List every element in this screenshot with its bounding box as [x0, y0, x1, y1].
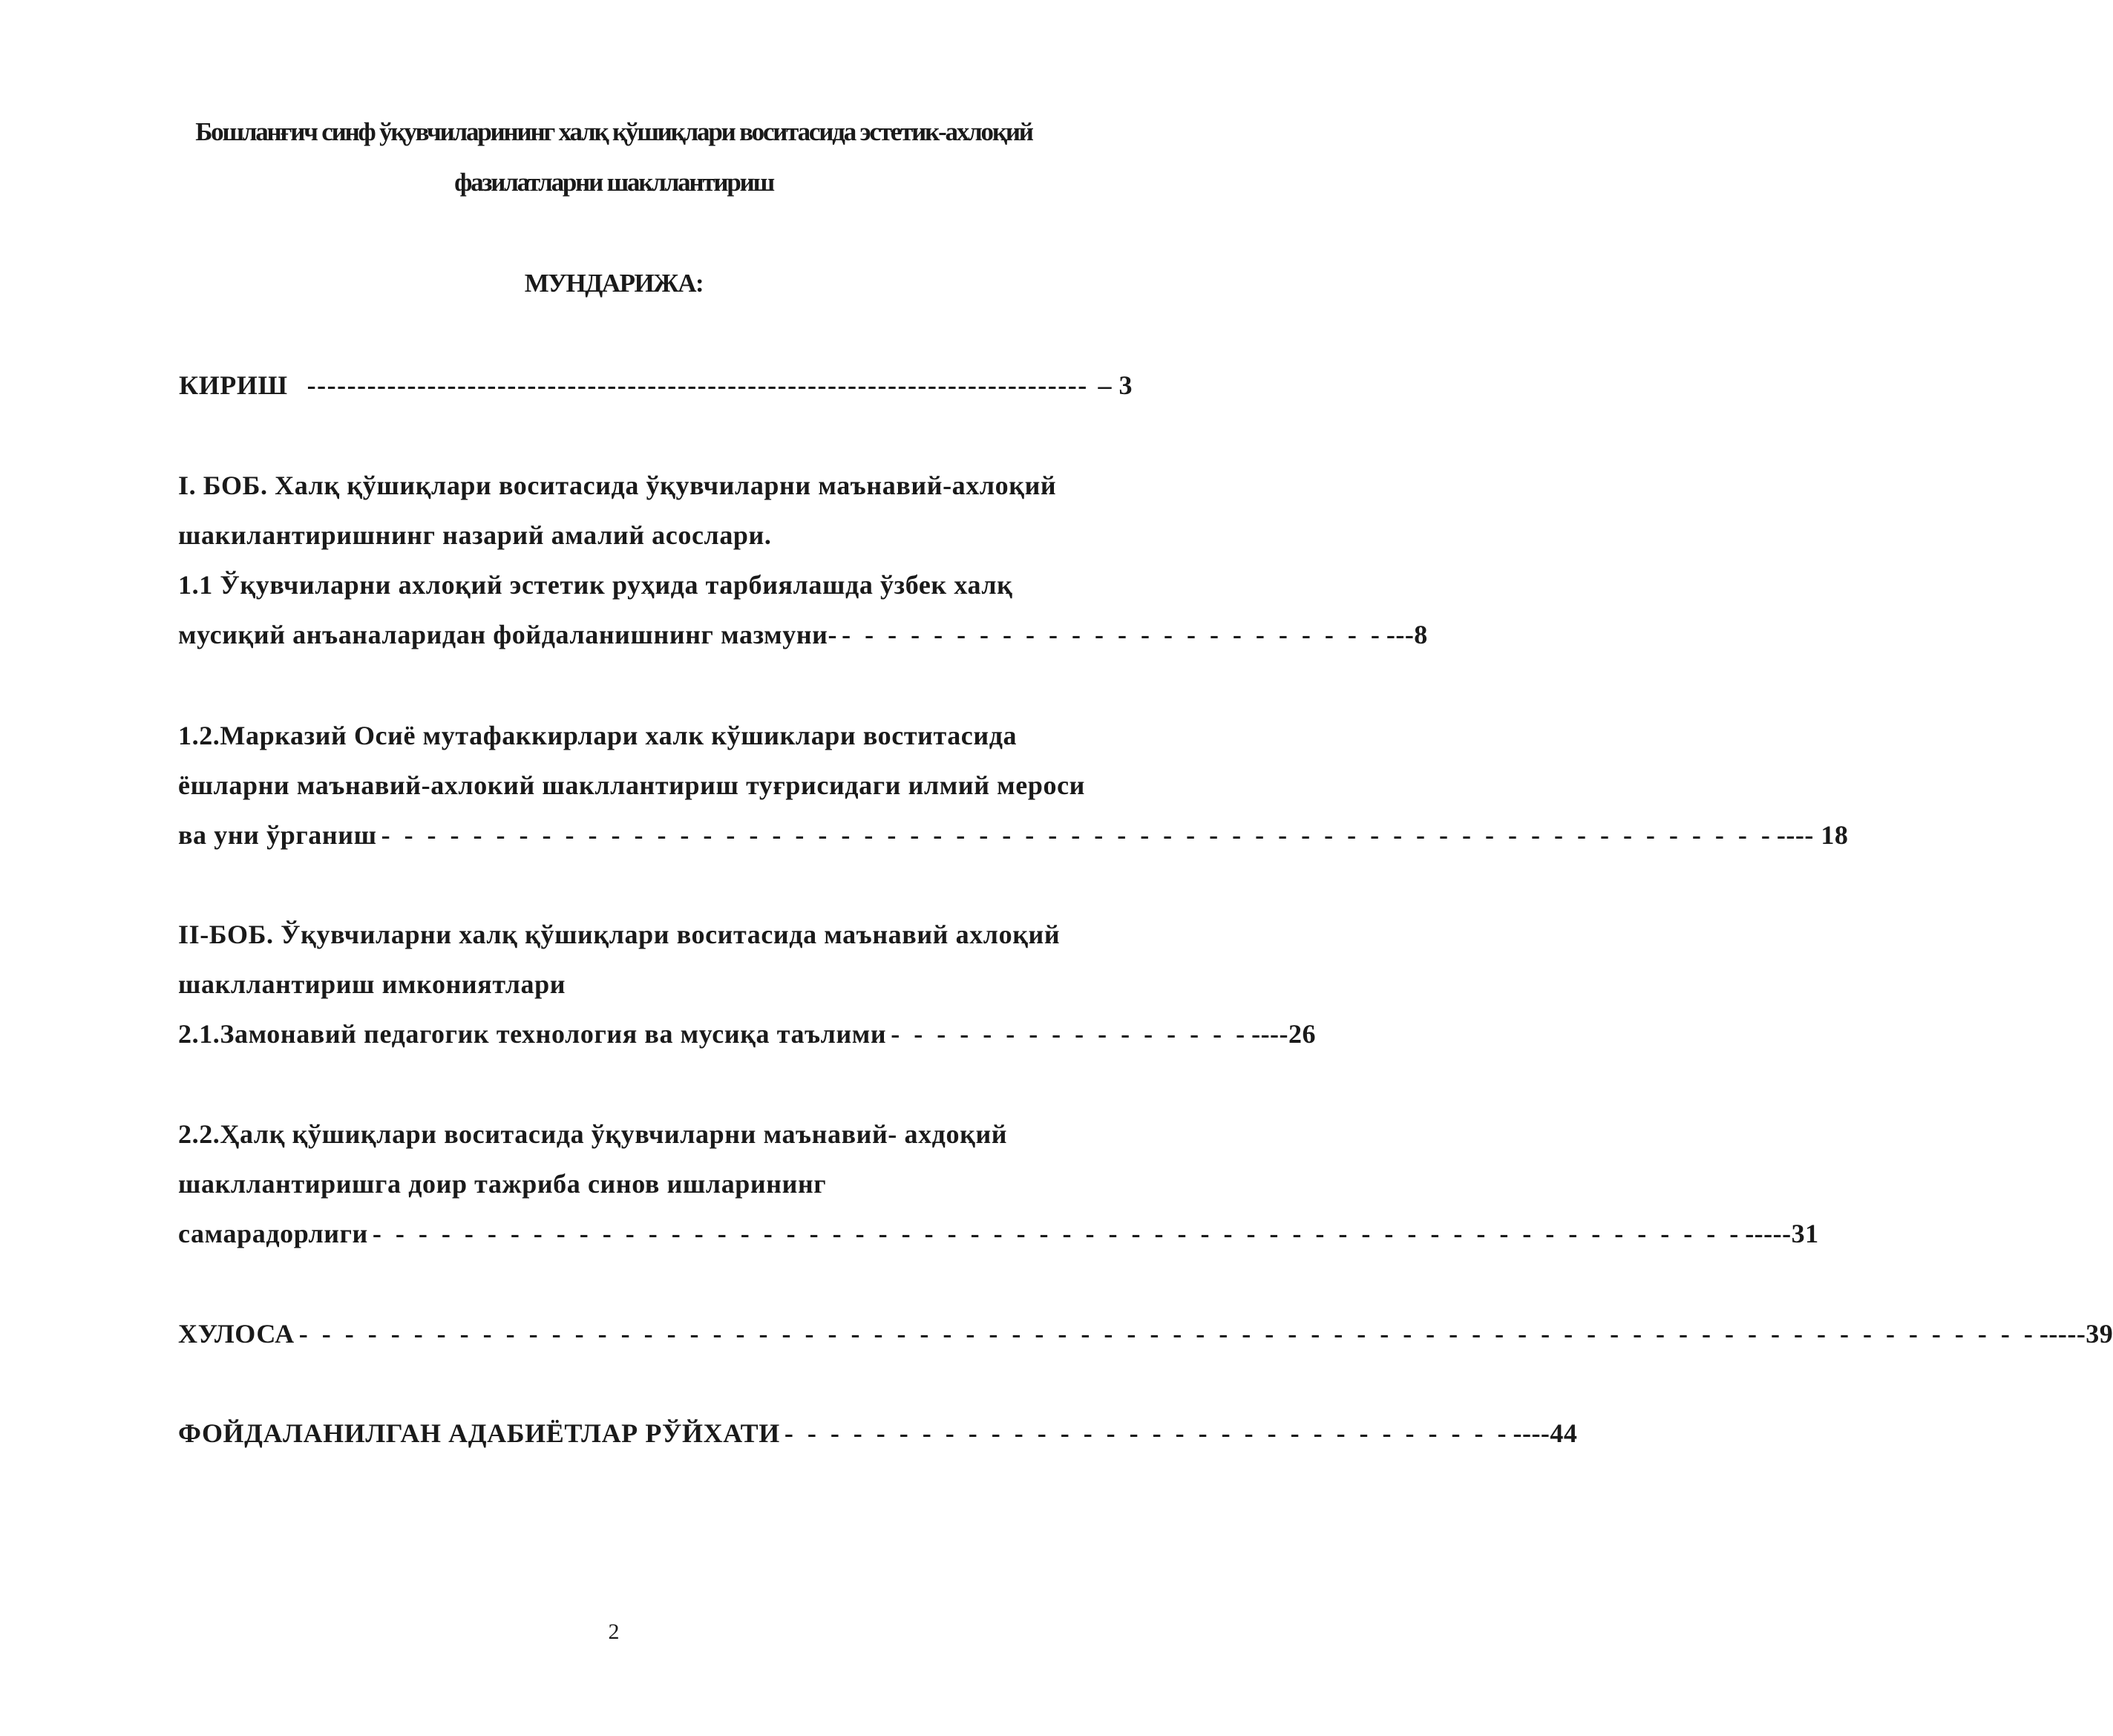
- toc-entry-conclusion: [178, 1318, 2113, 1349]
- toc-leader: - - - - - - - - - - - - - - - -: [891, 1019, 1249, 1049]
- toc-leader: - - - - - - - - - - - - - - - - - - - - - - - - - - - - - - - - - - - - - - - - - - - - - - - - - - - - - - - - - - - - - - - - - - - - - - - - - - - -: [298, 1319, 2037, 1349]
- toc-chapter-1-line-1: I. БОБ. Халқ қўшиқлари воситасида ўқувчиларни маънавий-ахлоқий: [178, 471, 1057, 500]
- toc-entry-label: самарадорлиги: [178, 1219, 368, 1248]
- toc-heading: МУНДАРИЖА:: [524, 269, 704, 298]
- toc-entry-section-2-1: [178, 1018, 1317, 1049]
- toc-entry-label: ва уни ўрганиш: [178, 820, 377, 850]
- toc-page-number: ----26: [1251, 1019, 1317, 1049]
- toc-entry-label: ФОЙДАЛАНИЛГАН АДАБИЁТЛАР РЎЙХАТИ: [178, 1418, 780, 1448]
- toc-section-1-2-line-2: ёшларни маънавий-ахлокий шакллантириш туғрисидаги илмий мероси: [178, 770, 1086, 800]
- toc-chapter-2-line-2: шакллантириш имкониятлари: [178, 969, 566, 999]
- toc-leader: ------------------------------------------------------------------------------: [307, 370, 1088, 400]
- toc-leader: - - - - - - - - - - - - - - - - - - - - - - - - - - - - - - - - - - - - - - - - - - - - - - - - - - - - - - - - - - - -: [372, 1219, 1743, 1248]
- toc-entry-references: [178, 1418, 1578, 1449]
- document-title-line-2: фазилатларни шакллантириш: [454, 168, 773, 197]
- toc-leader: - - - - - - - - - - - - - - - - - - - - - - - -: [842, 620, 1383, 649]
- toc-leader: - - - - - - - - - - - - - - - - - - - - - - - - - - - - - - - - - - - - - - - - - - - - - - - - - - - - - - - - - - - - -: [381, 820, 1774, 850]
- toc-entry-label: КИРИШ: [179, 370, 288, 400]
- toc-entry-section-1-2: [178, 819, 1849, 851]
- toc-page-number: – 3: [1098, 370, 1133, 400]
- toc-section-2-2-line-2: шакллантиришга доир тажриба синов ишларининг: [178, 1169, 827, 1199]
- page-number: 2: [608, 1619, 620, 1644]
- toc-entry-section-1-1: [178, 619, 1428, 650]
- toc-page-number: ---8: [1386, 620, 1428, 649]
- document-title-line-1: Бошланғич синф ўқувчиларининг халқ қўшиқлари воситасида эстетик-ахлоқий: [195, 117, 1032, 146]
- toc-entry-intro: [179, 370, 1133, 401]
- toc-page-number: -----31: [1745, 1219, 1819, 1248]
- toc-chapter-2-line-1: II-БОБ. Ўқувчиларни халқ қўшиқлари воситасида маънавий ахлоқий: [178, 920, 1061, 949]
- toc-chapter-1-line-2: шакилантиришнинг назарий амалий асослари.: [178, 520, 772, 550]
- toc-section-2-2-line-1: 2.2.Ҳалқ қўшиқлари воситасида ўқувчиларни маънавий- аxдоқий: [178, 1119, 1008, 1149]
- toc-entry-label: ХУЛОСА: [178, 1319, 295, 1349]
- toc-entry-section-2-2: [178, 1218, 1819, 1249]
- toc-page-number: ----44: [1513, 1418, 1578, 1448]
- toc-entry-label: мусиқий анъаналаридан фойдаланишнинг мазмуни-: [178, 620, 838, 649]
- toc-entry-label: 2.1.Замонавий педагогик технология ва мусиқа таълими: [178, 1019, 887, 1049]
- toc-section-1-2-line-1: 1.2.Марказий Осиё мутафаккирлари халк кўшиклари воститасида: [178, 721, 1018, 750]
- toc-section-1-1-line-1: 1.1 Ўқувчиларни ахлоқий эстетик руҳида тарбиялашда ўзбек халқ: [178, 570, 1013, 600]
- toc-page-number: -----39: [2039, 1319, 2113, 1349]
- toc-page-number: ---- 18: [1776, 820, 1849, 850]
- toc-leader: - - - - - - - - - - - - - - - - - - - - - - - - - - - - - - - -: [784, 1418, 1510, 1448]
